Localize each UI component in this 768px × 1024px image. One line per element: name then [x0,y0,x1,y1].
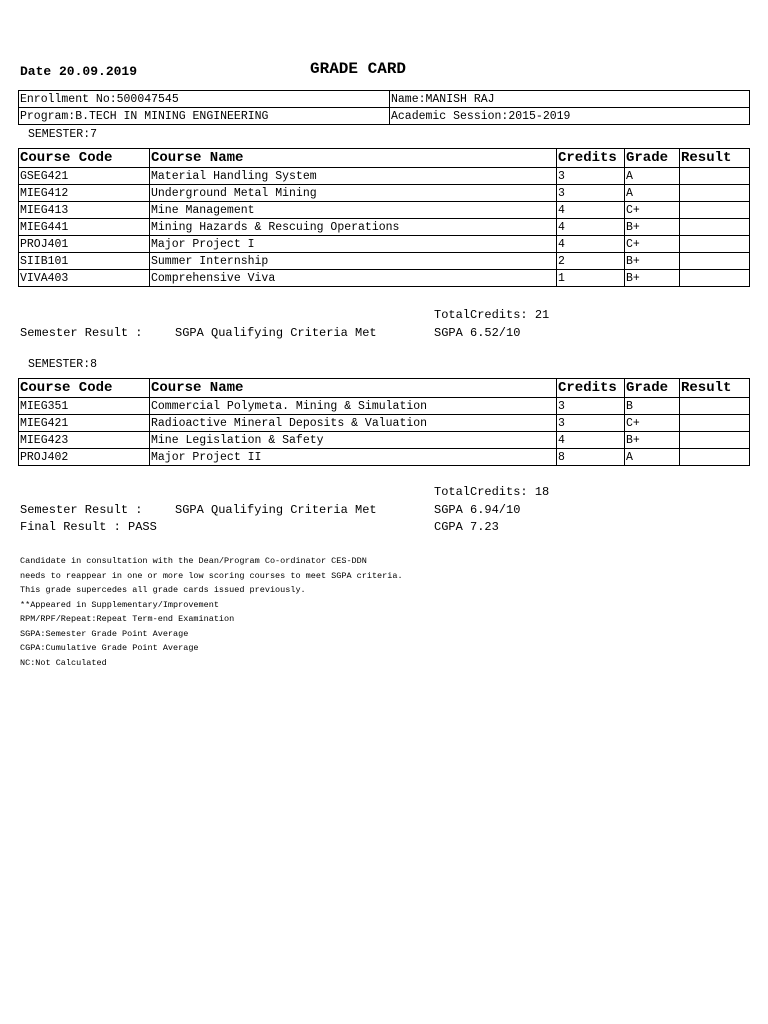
table-row [19,449,750,466]
course-name: Mining Hazards & Rescuing Operations [150,219,557,236]
course-grade: C+ [625,236,680,253]
date-label: Date 20.09.2019 [20,64,138,79]
page-title: GRADE CARD [310,60,407,78]
course-credits: 3 [557,415,625,432]
table-header-row [19,149,750,168]
col-result: Result [680,379,750,398]
course-result [680,236,750,253]
note-line: CGPA:Cumulative Grade Point Average [20,643,199,653]
course-result [680,168,750,185]
table-row [19,432,750,449]
note-line: needs to reappear in one or more low scoring courses to meet SGPA criteria. [20,571,403,581]
table-row [19,398,750,415]
course-credits: 1 [557,270,625,287]
course-result [680,219,750,236]
course-grade: B [625,398,680,415]
note-line: **Appeared in Supplementary/Improvement [20,600,219,610]
course-name: Mine Legislation & Safety [150,432,557,449]
course-code: MIEG423 [19,432,150,449]
course-credits: 3 [557,398,625,415]
note-line: This grade supercedes all grade cards issued previously. [20,585,306,595]
course-name: Underground Metal Mining [150,185,557,202]
course-credits: 4 [557,219,625,236]
col-course-name: Course Name [150,149,557,168]
program-name: Program:B.TECH IN MINING ENGINEERING [19,108,390,125]
table-row [19,202,750,219]
course-credits: 4 [557,236,625,253]
course-code: MIEG421 [19,415,150,432]
course-result [680,415,750,432]
course-result [680,432,750,449]
course-result [680,449,750,466]
course-result [680,185,750,202]
academic-session: Academic Session:2015-2019 [390,108,750,125]
course-code: MIEG412 [19,185,150,202]
final-result: Final Result : PASS [20,520,157,534]
semester-8-result-label: Semester Result : [20,503,143,517]
table-row [19,168,750,185]
col-grade: Grade [625,149,680,168]
table-row [19,253,750,270]
table-row [19,219,750,236]
note-line: NC:Not Calculated [20,658,107,668]
course-grade: B+ [625,219,680,236]
table-row [19,236,750,253]
semester-8-label: SEMESTER:8 [28,358,98,371]
course-result [680,270,750,287]
note-line: SGPA:Semester Grade Point Average [20,629,189,639]
course-name: Comprehensive Viva [150,270,557,287]
course-credits: 4 [557,202,625,219]
course-name: Summer Internship [150,253,557,270]
col-grade: Grade [625,379,680,398]
course-code: PROJ401 [19,236,150,253]
note-line: RPM/RPF/Repeat:Repeat Term-end Examination [20,614,235,624]
student-info-table [18,90,750,125]
course-code: MIEG441 [19,219,150,236]
course-name: Material Handling System [150,168,557,185]
course-code: PROJ402 [19,449,150,466]
semester-7-sgpa: SGPA 6.52/10 [434,326,521,340]
course-credits: 8 [557,449,625,466]
course-result [680,253,750,270]
course-name: Commercial Polymeta. Mining & Simulation [150,398,557,415]
course-credits: 3 [557,168,625,185]
semester-8-sgpa: SGPA 6.94/10 [434,503,521,517]
course-result [680,202,750,219]
course-credits: 2 [557,253,625,270]
course-grade: A [625,185,680,202]
course-name: Major Project I [150,236,557,253]
semester-7-table [18,148,750,287]
course-credits: 3 [557,185,625,202]
cgpa-value: CGPA 7.23 [434,520,499,534]
course-credits: 4 [557,432,625,449]
semester-7-result-label: Semester Result : [20,326,143,340]
course-code: GSEG421 [19,168,150,185]
semester-7-label: SEMESTER:7 [28,128,98,141]
course-grade: C+ [625,415,680,432]
course-code: MIEG413 [19,202,150,219]
col-result: Result [680,149,750,168]
student-name: Name:MANISH RAJ [390,91,750,108]
semester-7-total-credits: TotalCredits: 21 [434,308,550,322]
course-grade: A [625,449,680,466]
course-grade: C+ [625,202,680,219]
course-name: Major Project II [150,449,557,466]
course-grade: B+ [625,253,680,270]
course-name: Mine Management [150,202,557,219]
enrollment-number: Enrollment No:500047545 [19,91,390,108]
col-credits: Credits [557,149,625,168]
course-name: Radioactive Mineral Deposits & Valuation [150,415,557,432]
col-credits: Credits [557,379,625,398]
semester-7-result-status: SGPA Qualifying Criteria Met [175,326,377,340]
course-result [680,398,750,415]
table-row [19,415,750,432]
col-course-name: Course Name [150,379,557,398]
course-grade: A [625,168,680,185]
course-code: MIEG351 [19,398,150,415]
course-grade: B+ [625,270,680,287]
course-code: SIIB101 [19,253,150,270]
semester-8-table [18,378,750,466]
table-row [19,185,750,202]
table-row [19,270,750,287]
course-code: VIVA403 [19,270,150,287]
note-line: Candidate in consultation with the Dean/Program Co-ordinator CES-DDN [20,556,367,566]
col-course-code: Course Code [19,379,150,398]
course-grade: B+ [625,432,680,449]
semester-8-total-credits: TotalCredits: 18 [434,485,550,499]
table-header-row [19,379,750,398]
semester-8-result-status: SGPA Qualifying Criteria Met [175,503,377,517]
col-course-code: Course Code [19,149,150,168]
